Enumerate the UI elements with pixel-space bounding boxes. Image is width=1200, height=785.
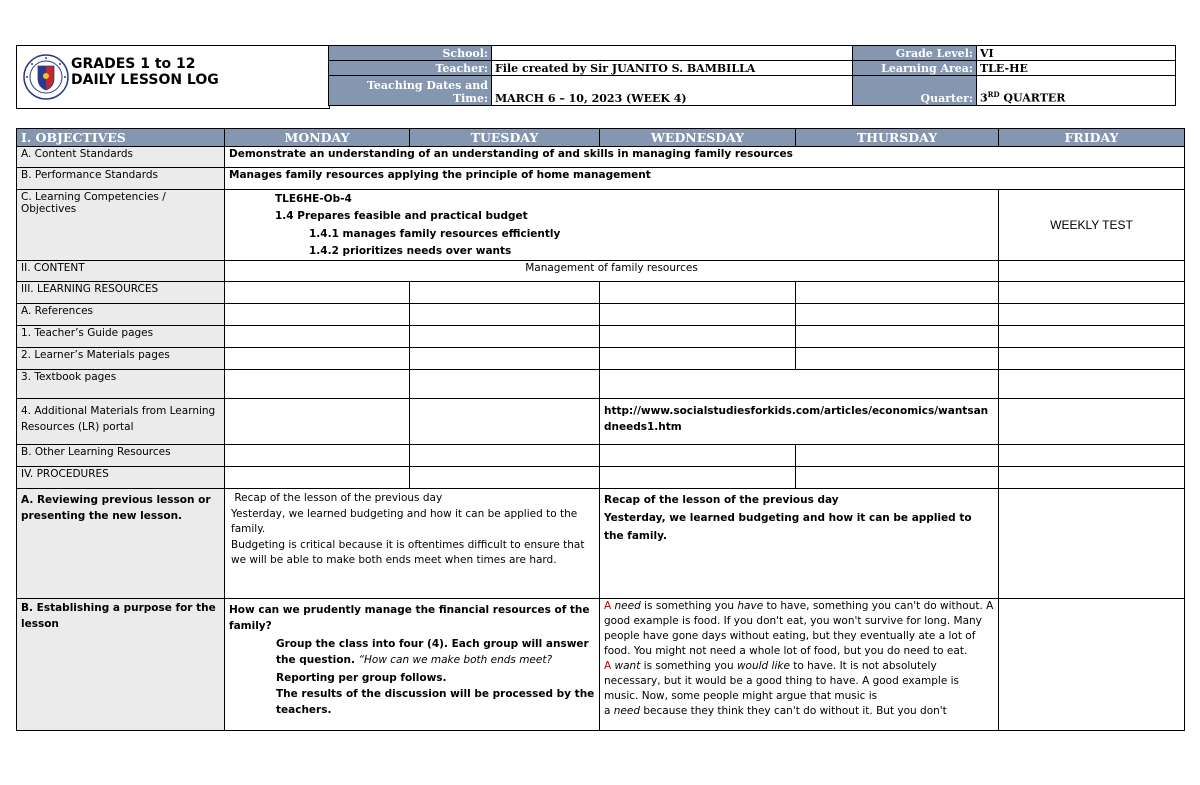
teacher-label: Teacher: — [329, 61, 492, 76]
col-thursday: THURSDAY — [796, 129, 999, 147]
log-header — [16, 45, 1184, 109]
deped-seal-icon — [23, 54, 69, 100]
learning-resources-label: III. LEARNING RESOURCES — [17, 282, 225, 304]
content-standards-label: A. Content Standards — [17, 147, 225, 168]
learners-materials-label: 2. Learner’s Materials pages — [17, 348, 225, 370]
table-row — [17, 282, 1185, 304]
lesson-log-table — [16, 128, 1185, 731]
table-row — [17, 370, 1185, 399]
content-standards-value: Demonstrate an understanding of an understanding of and skills in managing family resources — [225, 147, 1185, 168]
table-row — [17, 399, 1185, 445]
col-objectives: I. OBJECTIVES — [17, 129, 225, 147]
teacher-value: File created by Sir JUANITO S. BAMBILLA — [492, 61, 853, 76]
textbook-label: 3. Textbook pages — [17, 370, 225, 399]
learning-area-label: Learning Area: — [853, 61, 977, 76]
teaching-dates-label: Teaching Dates and Time: — [329, 76, 492, 106]
school-value — [492, 46, 853, 61]
table-row — [17, 445, 1185, 467]
lr-portal-link[interactable]: http://www.socialstudiesforkids.com/articles/economics/wantsandneeds1.htm — [600, 399, 999, 445]
table-header-row — [17, 129, 1185, 147]
competencies-label: C. Learning Competencies / Objectives — [17, 190, 225, 261]
other-resources-label: B. Other Learning Resources — [17, 445, 225, 467]
grade-level-value: VI — [977, 46, 1176, 61]
weekly-test: WEEKLY TEST — [999, 190, 1185, 261]
table-row — [17, 326, 1185, 348]
quarter-value: 3RD QUARTER — [977, 76, 1176, 106]
table-row — [17, 348, 1185, 370]
col-wednesday: WEDNESDAY — [600, 129, 796, 147]
table-row — [17, 168, 1185, 190]
content-value: Management of family resources — [225, 261, 999, 282]
grade-level-label: Grade Level: — [853, 46, 977, 61]
performance-standards-value: Manages family resources applying the principle of home management — [225, 168, 1185, 190]
procedures-label: IV. PROCEDURES — [17, 467, 225, 489]
table-row — [17, 147, 1185, 168]
references-label: A. References — [17, 304, 225, 326]
reviewing-monday: Recap of the lesson of the previous day Yesterday, we learned budgeting and how it can be applied to the family. Budgeting is critical because it is oftentimes difficult to ensure that we will be able to make both ends meet when times are hard. — [225, 489, 600, 599]
learning-area-value: TLE-HE — [977, 61, 1176, 76]
additional-materials-label: 4. Additional Materials from Learning Resources (LR) portal — [17, 399, 225, 445]
table-row — [17, 489, 1185, 599]
table-row — [17, 190, 1185, 261]
teachers-guide-label: 1. Teacher’s Guide pages — [17, 326, 225, 348]
table-row — [17, 467, 1185, 489]
col-monday: MONDAY — [225, 129, 410, 147]
table-row — [17, 599, 1185, 731]
quarter-label: Quarter: — [853, 76, 977, 106]
table-row — [17, 261, 1185, 282]
purpose-monday: How can we prudently manage the financial resources of the family? Group the class into four (4). Each group will answer the question. “How can we make both ends meet? Reporting per group follows. The results of the discussion will be processed by the teachers. — [225, 599, 600, 731]
school-label: School: — [329, 46, 492, 61]
performance-standards-label: B. Performance Standards — [17, 168, 225, 190]
logo-cell — [16, 45, 330, 109]
purpose-label: B. Establishing a purpose for the lesson — [17, 599, 225, 731]
competencies-value: TLE6HE-Ob-4 1.4 Prepares feasible and practical budget 1.4.1 manages family resources efficiently 1.4.2 prioritizes needs over wants — [225, 190, 999, 261]
teaching-dates-value: MARCH 6 – 10, 2023 (WEEK 4) — [492, 76, 853, 106]
content-label: II. CONTENT — [17, 261, 225, 282]
col-friday: FRIDAY — [999, 129, 1185, 147]
purpose-wednesday: A need is something you have to have, something you can't do without. A good example is food. If you don't eat, you won't survive for long. Many people have gone days without eating, but they eventually ate a lot of food. You might not need a whole lot of food, but you do need to eat. A want is something you would like to have. It is not absolutely necessary, but it would be a good thing to have. A good example is music. Now, some people might argue that music is a need because they think they can't do without it. But you don't — [600, 599, 999, 731]
reviewing-label: A. Reviewing previous lesson or presenting the new lesson. — [17, 489, 225, 599]
table-row — [17, 304, 1185, 326]
reviewing-wednesday: Recap of the lesson of the previous day Yesterday, we learned budgeting and how it can be applied to the family. — [600, 489, 999, 599]
header-info-table — [328, 45, 1176, 106]
col-tuesday: TUESDAY — [410, 129, 600, 147]
log-title: GRADES 1 to 12 DAILY LESSON LOG — [71, 56, 219, 88]
